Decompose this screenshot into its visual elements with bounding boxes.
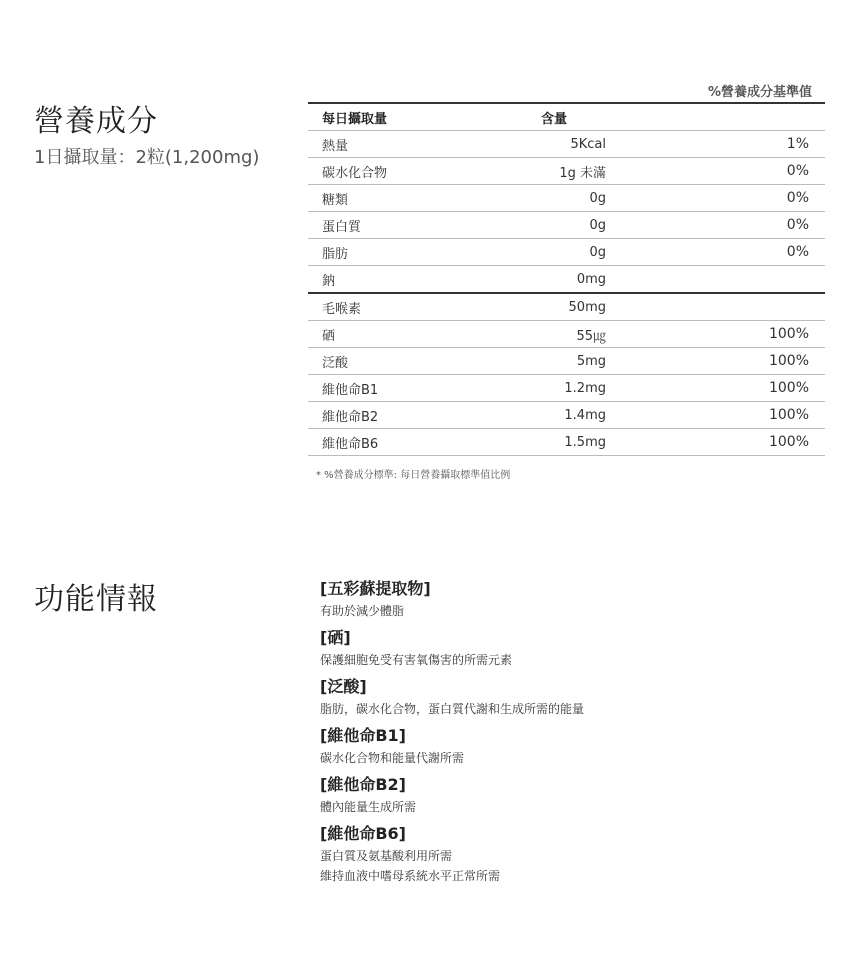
table-row <box>308 321 825 348</box>
nutrient-pct: 0% <box>606 212 825 239</box>
nutrient-amount: 55㎍ <box>502 321 606 348</box>
table-row <box>308 158 825 185</box>
function-item <box>320 674 820 719</box>
table-row <box>308 212 825 239</box>
nutrient-amount: 1g 未滿 <box>502 158 606 185</box>
table-row <box>308 185 825 212</box>
function-description: 有助於減少體脂 <box>320 604 405 618</box>
daily-value-label: %營養成分基準值 <box>707 85 812 100</box>
table-header-row <box>308 103 825 131</box>
nutrient-pct: 0% <box>606 239 825 266</box>
table-row <box>308 375 825 402</box>
nutrient-amount: 5mg <box>502 348 606 375</box>
nutrient-amount: 0g <box>502 185 606 212</box>
function-heading: [維他命B2] <box>320 775 406 794</box>
nutrient-amount: 0g <box>502 239 606 266</box>
nutrient-name: 脂肪 <box>308 239 502 266</box>
nutrient-pct: 100% <box>606 375 825 402</box>
nutrient-pct <box>606 293 825 321</box>
function-list <box>320 576 820 886</box>
nutrient-pct: 1% <box>606 131 825 158</box>
nutrient-pct: 0% <box>606 158 825 185</box>
table-row <box>308 293 825 321</box>
nutrient-name: 維他命B6 <box>308 429 502 456</box>
function-description: 蛋白質及氨基酸利用所需 <box>320 849 453 863</box>
nutrient-name: 維他命B2 <box>308 402 502 429</box>
nutrient-pct: 100% <box>606 348 825 375</box>
function-description: 保護細胞免受有害氧傷害的所需元素 <box>320 653 513 667</box>
function-heading: [硒] <box>320 628 351 647</box>
function-item <box>320 625 820 670</box>
nutrient-amount: 1.2mg <box>502 375 606 402</box>
function-item <box>320 723 820 768</box>
header-name: 每日攝取量 <box>308 103 502 131</box>
nutrient-name: 糖類 <box>308 185 502 212</box>
nutrient-amount: 0g <box>502 212 606 239</box>
nutrient-pct: 100% <box>606 429 825 456</box>
nutrient-pct <box>606 266 825 294</box>
function-item <box>320 821 820 886</box>
function-description: 脂肪，碳水化合物，蛋白質代謝和生成所需的能量 <box>320 702 585 716</box>
function-description: 碳水化合物和能量代謝所需 <box>320 751 465 765</box>
nutrient-name: 蛋白質 <box>308 212 502 239</box>
nutrient-name: 維他命B1 <box>308 375 502 402</box>
nutrient-amount: 5Kcal <box>502 131 606 158</box>
table-row <box>308 131 825 158</box>
function-item <box>320 576 820 621</box>
function-title: 功能情報 <box>34 582 158 617</box>
nutrient-name: 熱量 <box>308 131 502 158</box>
nutrient-name: 碳水化合物 <box>308 158 502 185</box>
nutrient-name: 泛酸 <box>308 348 502 375</box>
function-heading: [泛酸] <box>320 677 367 696</box>
nutrient-name: 硒 <box>308 321 502 348</box>
nutrition-table <box>308 102 825 456</box>
nutrient-pct: 0% <box>606 185 825 212</box>
nutrient-pct: 100% <box>606 321 825 348</box>
header-pct <box>606 103 825 131</box>
table-row <box>308 402 825 429</box>
function-heading: [五彩蘇提取物] <box>320 579 431 598</box>
function-item <box>320 772 820 817</box>
nutrient-pct: 100% <box>606 402 825 429</box>
function-description: 維持血液中嗜母系統水平正常所需 <box>320 869 501 883</box>
table-footnote: * %營養成分標準: 每日營養攝取標準值比例 <box>316 470 511 481</box>
table-row <box>308 266 825 294</box>
function-heading: [維他命B6] <box>320 824 406 843</box>
table-row <box>308 429 825 456</box>
function-heading: [維他命B1] <box>320 726 406 745</box>
nutrient-amount: 0mg <box>502 266 606 294</box>
nutrient-amount: 1.5mg <box>502 429 606 456</box>
nutrient-amount: 1.4mg <box>502 402 606 429</box>
header-amount: 含量 <box>502 103 606 131</box>
nutrient-amount: 50mg <box>502 293 606 321</box>
nutrient-name: 鈉 <box>308 266 502 294</box>
function-description: 體內能量生成所需 <box>320 800 417 814</box>
serving-size: 1日攝取量：2粒(1,200mg) <box>34 147 260 168</box>
nutrient-name: 毛喉素 <box>308 293 502 321</box>
nutrition-title: 營養成分 <box>34 104 158 139</box>
table-row <box>308 239 825 266</box>
table-row <box>308 348 825 375</box>
